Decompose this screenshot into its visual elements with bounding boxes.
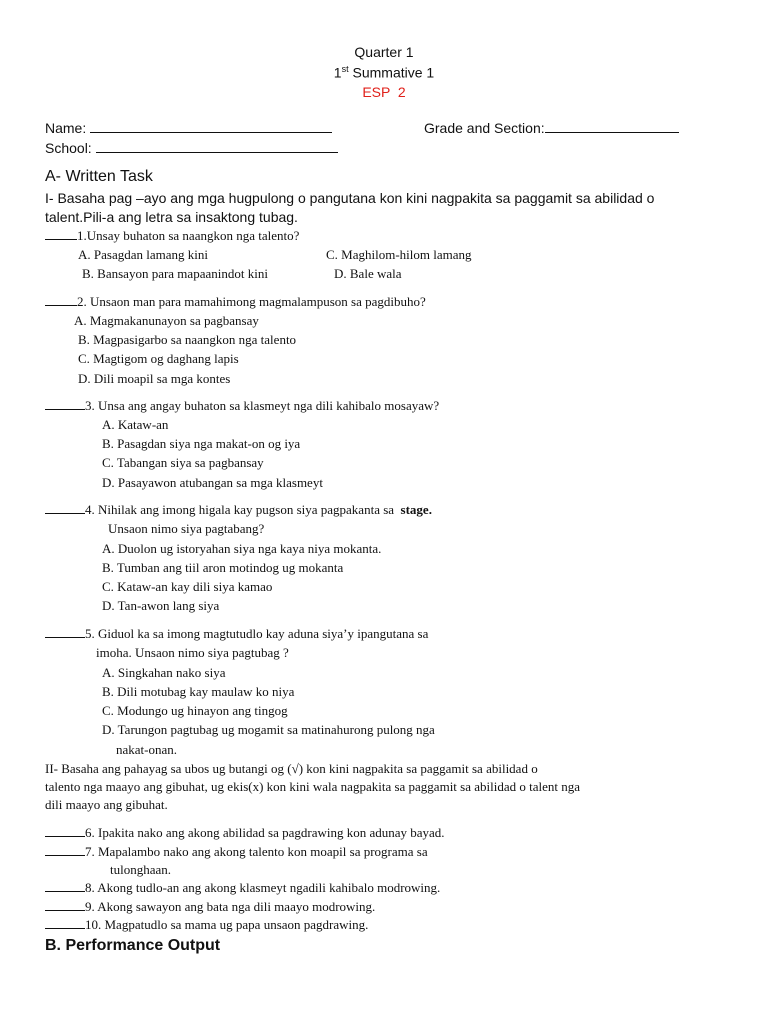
item-text: 6. Ipakita nako ang akong abilidad sa pagdrawing kon adunay bayad.	[85, 825, 445, 840]
item-7-line-2: tulonghaan.	[110, 862, 172, 877]
q1-option-a: A. Pasagdan lamang kini	[78, 247, 208, 262]
answer-blank[interactable]	[45, 626, 85, 638]
q5-option-b: B. Dili motubag kay maulaw ko niya	[102, 684, 295, 699]
section-ii-line-2: talento nga maayo ang gibuhat, ug ekis(x) kon kini wala nagpakita sa paggamit sa abilidad o talent nga	[45, 779, 581, 794]
question-4-line-2: Unsaon nimo siya pagtabang?	[108, 521, 265, 536]
question-5	[45, 626, 428, 642]
q5-option-d: D. Tarungon pagtubag ug mogamit sa matinahurong pulong nga	[102, 722, 435, 737]
question-text: 1.Unsay buhaton sa naangkon nga talento?	[77, 228, 300, 243]
answer-blank[interactable]	[45, 228, 77, 240]
item-text: 7. Mapalambo nako ang akong talento kon moapil sa programa sa	[85, 844, 428, 859]
school-blank[interactable]	[96, 140, 338, 153]
name-line	[45, 120, 332, 136]
item-text: 10. Magpatudlo sa mama ug papa unsaon pagdrawing.	[85, 917, 369, 932]
school-label: School:	[45, 140, 92, 156]
instruction-line-2: talent.Pili-a ang letra sa insaktong tubag.	[45, 209, 298, 225]
summative-ordinal: st	[341, 64, 349, 74]
question-text: 4. Nihilak ang imong higala kay pugson siya pagpakanta sa	[85, 502, 395, 517]
question-bold-word: stage.	[400, 502, 432, 517]
answer-blank[interactable]	[45, 844, 85, 856]
summative-number: 1	[333, 64, 342, 81]
q3-option-d: D. Pasayawon atubangan sa mga klasmeyt	[102, 475, 323, 490]
q2-option-b: B. Magpasigarbo sa naangkon nga talento	[78, 332, 297, 347]
subject-title: ESP 2	[362, 84, 406, 100]
q5-option-c: C. Modungo ug hinayon ang tingog	[102, 703, 288, 718]
question-text: 3. Unsa ang angay buhaton sa klasmeyt nga dili kahibalo mosayaw?	[85, 398, 440, 413]
name-blank[interactable]	[90, 120, 332, 133]
q2-option-d: D. Dili moapil sa mga kontes	[78, 371, 231, 386]
q1-option-d: D. Bale wala	[334, 266, 402, 281]
q1-option-c: C. Maghilom-hilom lamang	[326, 247, 472, 262]
instruction-line-1: I- Basaha pag –ayo ang mga hugpulong o pangutana kon kini nagpakita sa paggamit sa abilidad o	[45, 190, 655, 206]
q4-option-a: A. Duolon ug istoryahan siya nga kaya niya mokanta.	[102, 541, 382, 556]
section-ii-line-1: II- Basaha ang pahayag sa ubos ug butangi og (√) kon kini nagpakita sa paggamit sa abilidad o	[45, 761, 538, 776]
section-b-title: B. Performance Output	[45, 937, 221, 954]
grade-line	[424, 120, 679, 136]
question-3	[45, 398, 439, 414]
q1-option-b: B. Bansayon para mapaanindot kini	[82, 266, 268, 281]
grade-blank[interactable]	[545, 120, 679, 133]
item-7	[45, 844, 428, 860]
summative-label: Summative 1	[348, 64, 435, 81]
answer-blank[interactable]	[45, 398, 85, 410]
q5-option-a: A. Singkahan nako siya	[102, 665, 226, 680]
q3-option-b: B. Pasagdan siya nga makat-on og iya	[102, 436, 301, 451]
answer-blank[interactable]	[45, 502, 85, 514]
grade-label: Grade and Section:	[424, 120, 545, 136]
item-text: 8. Akong tudlo-an ang akong klasmeyt ngadili kahibalo modrowing.	[85, 880, 441, 895]
q5-option-d-line-2: nakat-onan.	[116, 742, 178, 757]
answer-blank[interactable]	[45, 917, 85, 929]
item-text: 9. Akong sawayon ang bata nga dili maayo modrowing.	[85, 899, 376, 914]
question-text: 5. Giduol ka sa imong magtutudlo kay aduna siya’y ipangutana sa	[85, 626, 429, 641]
answer-blank[interactable]	[45, 899, 85, 911]
item-6	[45, 825, 445, 841]
q3-option-c: C. Tabangan siya sa pagbansay	[102, 455, 264, 470]
answer-blank[interactable]	[45, 294, 77, 306]
question-1	[45, 228, 299, 244]
quarter-title: Quarter 1	[354, 44, 414, 60]
question-2	[45, 294, 426, 310]
answer-blank[interactable]	[45, 880, 85, 892]
item-8	[45, 880, 440, 896]
q2-option-a: A. Magmakanunayon sa pagbansay	[74, 313, 259, 328]
q4-option-d: D. Tan-awon lang siya	[102, 598, 220, 613]
answer-blank[interactable]	[45, 825, 85, 837]
item-10	[45, 917, 368, 933]
q4-option-c: C. Kataw-an kay dili siya kamao	[102, 579, 273, 594]
question-text: 2. Unsaon man para mamahimong magmalampuson sa pagdibuho?	[77, 294, 426, 309]
summative-title	[0, 64, 768, 81]
school-line	[45, 140, 338, 156]
section-ii-line-3: dili maayo ang gibuhat.	[45, 797, 168, 812]
question-4	[45, 502, 432, 518]
item-9	[45, 899, 375, 915]
q3-option-a: A. Kataw-an	[102, 417, 169, 432]
name-label: Name:	[45, 120, 87, 136]
section-a-title: A- Written Task	[45, 168, 153, 185]
q2-option-c: C. Magtigom og daghang lapis	[78, 351, 239, 366]
q4-option-b: B. Tumban ang tiil aron motindog ug mokanta	[102, 560, 344, 575]
question-5-line-2: imoha. Unsaon nimo siya pagtubag ?	[96, 645, 289, 660]
